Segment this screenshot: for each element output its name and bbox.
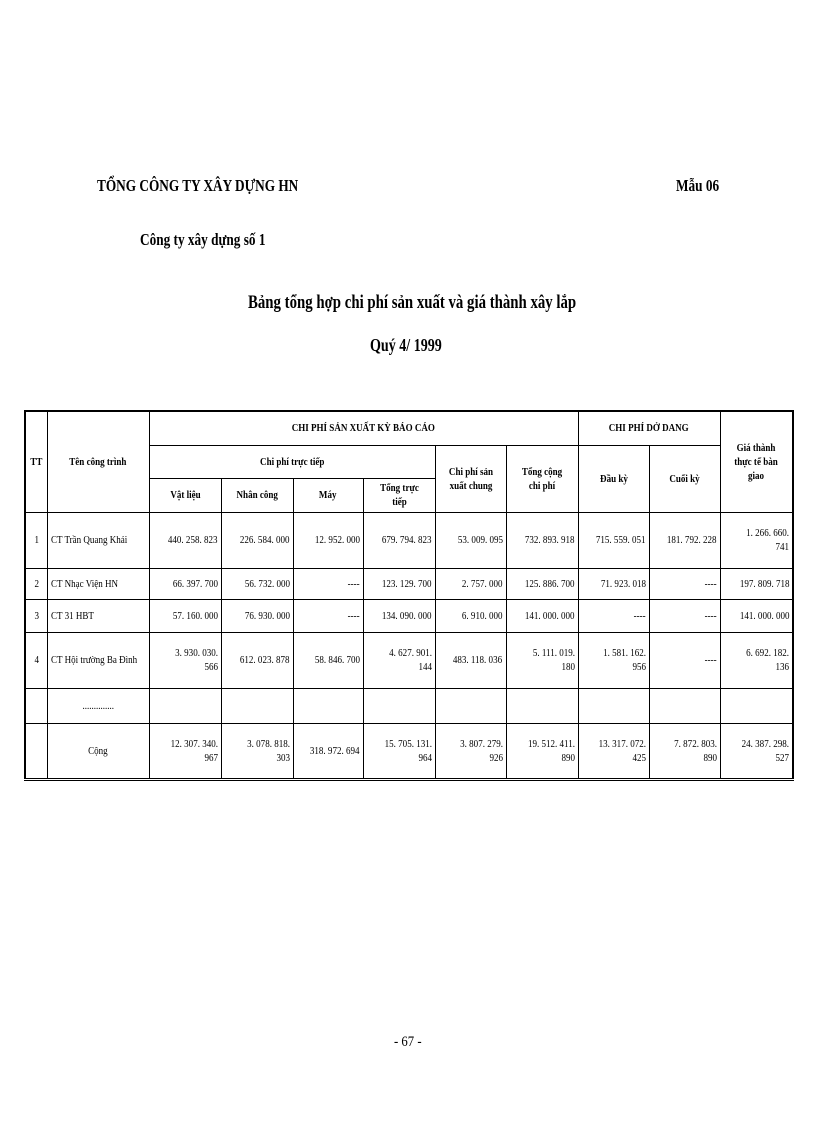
table-row: 3 CT 31 HBT 57. 160. 000 76. 930. 000 ---- 134. 090. 000 6. 910. 000 141. 000. 000 ---- ---- 141. 000. 000 (25, 599, 793, 632)
page-number: - 67 - (394, 1034, 422, 1050)
col-header-general: Chi phí sản xuất chung (435, 445, 506, 512)
form-code: Mẫu 06 (676, 176, 720, 195)
group-header-production-costs: CHI PHÍ SẢN XUẤT KỲ BÁO CÁO (149, 411, 578, 445)
company-name: TỔNG CÔNG TY XÂY DỰNG HN (97, 176, 299, 195)
col-header-wip-end: Cuối kỳ (649, 445, 720, 512)
table-row-ellipsis: .............. (25, 688, 793, 723)
col-header-wip-begin: Đầu kỳ (578, 445, 649, 512)
group-header-direct-costs: Chi phí trực tiếp (149, 445, 435, 478)
col-header-tt: TT (25, 411, 47, 512)
table-row-total: Cộng 12. 307. 340. 967 3. 078. 818. 303 318. 972. 694 15. 705. 131. 964 3. 807. 279. 926 19. 512. 411. 890 13. 317. 072. 425 7. 872. 803. 890 24. 387. 298. 527 (25, 723, 793, 779)
col-header-total: Tổng cộng chi phí (506, 445, 578, 512)
subsidiary-name: Công ty xây dựng số 1 (140, 230, 266, 249)
col-header-machine: Máy (293, 478, 363, 512)
col-header-labor: Nhân công (221, 478, 293, 512)
col-header-actual-cost: Giá thành thực tế bàn giao (720, 411, 793, 512)
report-period: Quý 4/ 1999 (370, 335, 442, 355)
col-header-name: Tên công trình (47, 411, 149, 512)
group-header-wip: CHI PHÍ DỞ DANG (578, 411, 720, 445)
report-title: Bảng tổng hợp chi phí sản xuất và giá thành xây lắp (248, 292, 577, 313)
table-row: 4 CT Hội trường Ba Đình 3. 930. 030. 566 612. 023. 878 58. 846. 700 4. 627. 901. 144 483. 118. 036 5. 111. 019. 180 1. 581. 162. 956 ---- 6. 692. 182. 136 (25, 632, 793, 688)
cost-summary-table (24, 410, 794, 781)
table-row: 1 CT Trần Quang Khải 440. 258. 823 226. 584. 000 12. 952. 000 679. 794. 823 53. 009. 095 732. 893. 918 715. 559. 051 181. 792. 228 1. 266. 660. 741 (25, 512, 793, 568)
table-row: 2 CT Nhạc Viện HN 66. 397. 700 56. 732. 000 ---- 123. 129. 700 2. 757. 000 125. 886. 700 71. 923. 018 ---- 197. 809. 718 (25, 568, 793, 599)
col-header-direct-total: Tổng trực tiếp (363, 478, 435, 512)
col-header-materials: Vật liệu (149, 478, 221, 512)
